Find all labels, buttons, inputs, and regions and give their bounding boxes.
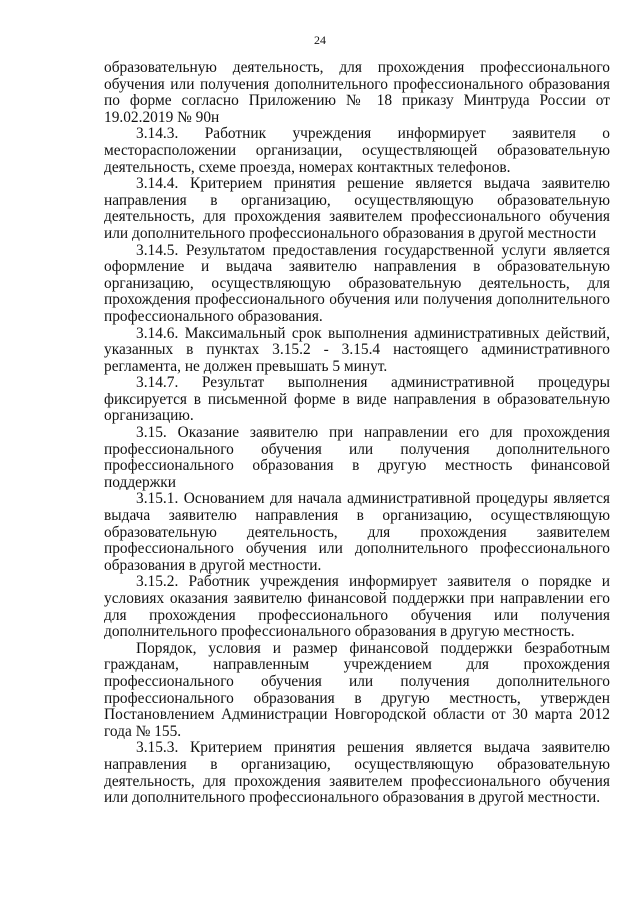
paragraph-3-14-3: 3.14.3. Работник учреждения информирует заявителя о месторасположении организации, осуществляющей образовательную деятельность, схеме проезда, номерах контактных телефонов. xyxy=(104,125,610,176)
paragraph-3-15-3: 3.15.3. Критерием принятия решения является выдача заявителю направления в организацию, осуществляющую образовательную деятельность, для прохождения заявителем профессионального обучения или дополнительного профессионального образования в другой местности. xyxy=(104,739,610,807)
paragraph-3-15: 3.15. Оказание заявителю при направлении его для прохождения профессионального обучения или получения дополнительного профессионального образования в другую местность финансовой поддержки xyxy=(104,424,610,491)
paragraph-3-14-5: 3.14.5. Результатом предоставления государственной услуги является оформление и выдача заявителю направления в образовательную организацию, осуществляющую образовательную деятельность, для прохождения профессионального обучения или получения дополнительного профессионального образования. xyxy=(104,241,610,325)
paragraph-3-15-1: 3.15.1. Основанием для начала административной процедуры является выдача заявителю направления в организацию, осуществляющую образовательную деятельность, для прохождения заявителем профессионального обучения или дополнительного профессионального образования в другой местности. xyxy=(104,490,610,574)
document-body xyxy=(104,60,610,807)
paragraph-3-14-4: 3.14.4. Критерием принятия решение является выдача заявителю направления в организацию, осуществляющую образовательную деятельность, для прохождения заявителем профессионального обучения или дополнительного профессионального образования в другой местности xyxy=(104,175,610,242)
paragraph-3-14-7: 3.14.7. Результат выполнения административной процедуры фиксируется в письменной форме в виде направления в образовательную организацию. xyxy=(104,374,610,425)
paragraph-3-14-6: 3.14.6. Максимальный срок выполнения административных действий, указанных в пунктах 3.15.2 - 3.15.4 настоящего административного регламента, не должен превышать 5 минут. xyxy=(104,324,610,375)
paragraph-3-15-2: 3.15.2. Работник учреждения информирует заявителя о порядке и условиях оказания заявителю финансовой поддержки при направлении его для прохождения профессионального обучения или получения дополнительного профессионального образования в другую местность. xyxy=(104,573,610,641)
paragraph-financial-support-order: Порядок, условия и размер финансовой поддержки безработным гражданам, направленным учреждением для прохождения профессионального обучения или получения дополнительного профессионального образования в другую местность, утвержден Постановлением Администрации Новгородской области от 30 марта 2012 года № 155. xyxy=(104,639,610,740)
page-number: 24 xyxy=(314,33,326,47)
paragraph-continuation: образовательную деятельность, для прохождения профессионального обучения или получения дополнительного профессионального образования по форме согласно Приложению № 18 приказу Минтруда России от 19.02.2019 № 90н xyxy=(104,59,610,126)
